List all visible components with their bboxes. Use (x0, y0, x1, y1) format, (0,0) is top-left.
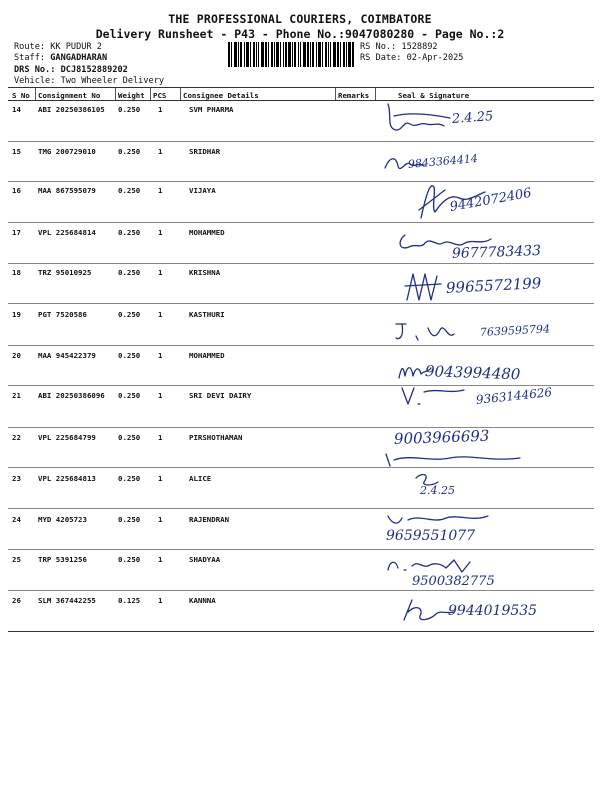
row-rule (8, 141, 594, 142)
cell-consignee: MOHAMMED (189, 351, 225, 360)
cell-sno: 25 (12, 555, 21, 564)
cell-sno: 21 (12, 391, 21, 400)
company-title: THE PROFESSIONAL COURIERS, COIMBATORE (168, 12, 432, 26)
cell-consignment: MYD 4205723 (38, 515, 87, 524)
cell-weight: 0.250 (118, 433, 141, 442)
cell-pcs: 1 (158, 228, 163, 237)
cell-weight: 0.250 (118, 351, 141, 360)
cell-pcs: 1 (158, 310, 163, 319)
cell-sno: 19 (12, 310, 21, 319)
cell-consignee: SHADYAA (189, 555, 221, 564)
cell-weight: 0.250 (118, 474, 141, 483)
staff-row (14, 53, 107, 63)
cell-sno: 18 (12, 268, 21, 277)
signature-text: 9043994480 (424, 362, 521, 384)
col-consignee: Consignee Details (183, 91, 259, 100)
runsheet-title: Delivery Runsheet - P43 - Phone No.:9047080280 - Page No.:2 (95, 27, 505, 41)
cell-pcs: 1 (158, 268, 163, 277)
row-rule (8, 345, 594, 346)
cell-consignment: SLM 367442255 (38, 596, 96, 605)
cell-pcs: 1 (158, 391, 163, 400)
drs-row (14, 65, 128, 75)
signature-text: 9442072406 (448, 185, 533, 215)
signature-text: 9659551077 (386, 528, 476, 544)
col-divider (115, 88, 116, 100)
col-divider (35, 88, 36, 100)
cell-weight: 0.250 (118, 147, 141, 156)
cell-sno: 26 (12, 596, 21, 605)
signature-scribble (398, 384, 468, 410)
signature-text: 9965572199 (445, 274, 542, 297)
cell-consignment: ABI 20250386096 (38, 391, 105, 400)
cell-consignee: KANNNA (189, 596, 216, 605)
table-bottom-rule (8, 631, 594, 632)
row-rule (8, 590, 594, 591)
cell-consignee: SVM PHARMA (189, 105, 234, 114)
signature-text: 9944019535 (448, 603, 538, 619)
signature-scribble (403, 270, 443, 304)
cell-consignment: ABI 20250386105 (38, 105, 105, 114)
signature-text: 7639595794 (479, 322, 551, 339)
col-divider (150, 88, 151, 100)
signature-text: 9500382775 (412, 574, 495, 589)
barcode (228, 42, 354, 67)
cell-weight: 0.250 (118, 186, 141, 195)
cell-consignee: PIRSHOTHAMAN (189, 433, 243, 442)
route-label: Route: KK PUDUR 2 (14, 42, 102, 52)
col-divider (375, 88, 376, 100)
cell-consignee: VIJAYA (189, 186, 216, 195)
signature-scribble (384, 510, 494, 530)
cell-weight: 0.250 (118, 310, 141, 319)
col-divider (335, 88, 336, 100)
cell-pcs: 1 (158, 105, 163, 114)
row-rule (8, 263, 594, 264)
cell-pcs: 1 (158, 515, 163, 524)
rs-date: RS Date: 02-Apr-2025 (360, 53, 464, 63)
cell-sno: 22 (12, 433, 21, 442)
cell-consignee: SRIDHAR (189, 147, 221, 156)
cell-consignment: TRP 5391256 (38, 555, 87, 564)
cell-weight: 0.125 (118, 596, 141, 605)
cell-consignment: TMG 200729010 (38, 147, 96, 156)
signature-scribble (392, 318, 472, 346)
cell-consignment: MAA 945422379 (38, 351, 96, 360)
cell-consignment: VPL 225684813 (38, 474, 96, 483)
cell-weight: 0.250 (118, 268, 141, 277)
signature-text: 2.4.25 (420, 484, 455, 497)
row-rule (8, 508, 594, 509)
col-consignment: Consignment No (38, 91, 101, 100)
cell-consignment: PGT 7520586 (38, 310, 87, 319)
row-rule (8, 549, 594, 550)
cell-consignee: ALICE (189, 474, 212, 483)
cell-sno: 24 (12, 515, 21, 524)
cell-consignment: VPL 225684814 (38, 228, 96, 237)
cell-consignment: MAA 867595079 (38, 186, 96, 195)
cell-weight: 0.250 (118, 391, 141, 400)
cell-sno: 15 (12, 147, 21, 156)
cell-weight: 0.250 (118, 555, 141, 564)
cell-consignee: KASTHURI (189, 310, 225, 319)
col-divider (180, 88, 181, 100)
cell-sno: 23 (12, 474, 21, 483)
row-rule (8, 222, 594, 223)
cell-consignment: VPL 225684799 (38, 433, 96, 442)
cell-consignee: SRI DEVI DAIRY (189, 391, 252, 400)
staff-name: GANGADHARAN (50, 53, 108, 63)
col-weight: Weight (118, 91, 145, 100)
cell-pcs: 1 (158, 147, 163, 156)
signature-text: 9363144626 (475, 385, 553, 407)
cell-pcs: 1 (158, 596, 163, 605)
cell-sno: 20 (12, 351, 21, 360)
cell-weight: 0.250 (118, 515, 141, 524)
col-remarks: Remarks (338, 91, 370, 100)
cell-pcs: 1 (158, 433, 163, 442)
row-rule (8, 427, 594, 428)
cell-pcs: 1 (158, 555, 163, 564)
cell-pcs: 1 (158, 186, 163, 195)
vehicle-label: Vehicle: Two Wheeler Delivery (14, 76, 165, 86)
table-top-rule (8, 87, 594, 88)
cell-consignee: RAJENDRAN (189, 515, 230, 524)
cell-sno: 16 (12, 186, 21, 195)
row-rule (8, 385, 594, 386)
col-sno: S No (12, 91, 30, 100)
drs-number: DCJ8152889202 (60, 65, 128, 75)
drs-label: DRS No.: (14, 65, 56, 75)
cell-sno: 17 (12, 228, 21, 237)
signature-text: 9003966693 (393, 426, 490, 448)
cell-sno: 14 (12, 105, 21, 114)
cell-weight: 0.250 (118, 105, 141, 114)
rs-number: RS No.: 1528892 (360, 42, 438, 52)
col-pcs: PCS (153, 91, 167, 100)
signature-text: 9677783433 (451, 242, 542, 262)
row-rule (8, 303, 594, 304)
staff-label: Staff: (14, 53, 46, 63)
row-rule (8, 181, 594, 182)
cell-weight: 0.250 (118, 228, 141, 237)
cell-pcs: 1 (158, 474, 163, 483)
signature-text: 2.4.25 (451, 109, 494, 127)
cell-consignment: TRZ 95010925 (38, 268, 92, 277)
cell-consignee: KRISHNA (189, 268, 221, 277)
signature-text: 9843364414 (407, 151, 479, 171)
col-signature: Seal & Signature (398, 91, 470, 100)
signature-scribble (380, 448, 530, 470)
cell-pcs: 1 (158, 351, 163, 360)
cell-consignee: MOHAMMED (189, 228, 225, 237)
